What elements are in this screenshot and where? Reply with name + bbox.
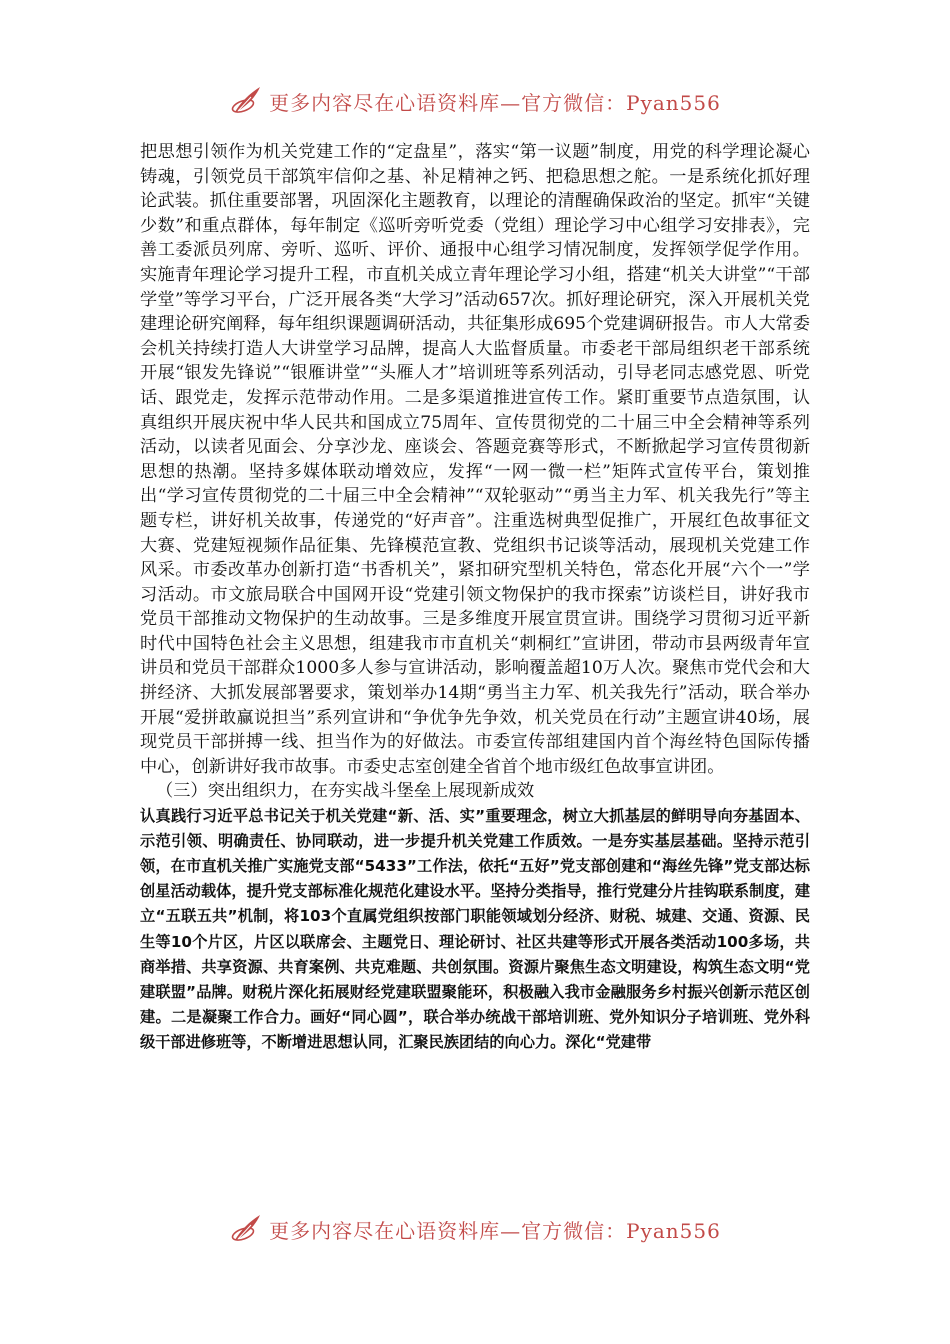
section-heading-organization: （三）突出组织力，在夯实战斗堡垒上展现新成效	[156, 781, 535, 802]
watermark-footer	[0, 1212, 950, 1252]
watermark-text: 更多内容尽在心语资料库—官方微信：Pyan556	[269, 1218, 721, 1243]
quill-pen-icon	[229, 84, 263, 118]
paragraph-ideological-guidance: 把思想引领作为机关党建工作的“定盘星”，落实“第一议题”制度，用党的科学理论凝心铸魂，引领党员干部筑牢信仰之基、补足精神之钙、把稳思想之舵。一是系统化抓好理论武装。抓住重要部署，巩固深化主题教育，以理论的清醒确保政治的坚定。抓牢“关键少数”和重点群体，每年制定《巡听旁听党委（党组）理论学习中心组学习安排表》，完善工委派员列席、旁听、巡听、评价、通报中心组学习情况制度，发挥领学促学作用。实施青年理论学习提升工程，市直机关成立青年理论学习小组，搭建“机关大讲堂”“干部学堂”等学习平台，广泛开展各类“大学习”活动657次。抓好理论研究，深入开展机关党建理论研究阐释，每年组织课题调研活动，共征集形成695个党建调研报告。市人大常委会机关持续打造人大讲堂学习品牌，提高人大监督质量。市委老干部局组织老干部系统开展“银发先锋说”“银雁讲堂”“头雁人才”培训班等系列活动，引导老同志感党恩、听党话、跟党走，发挥示范带动作用。二是多渠道推进宣传工作。紧盯重要节点造氛围，认真组织开展庆祝中华人民共和国成立75周年、宣传贯彻党的二十届三中全会精神等系列活动，以读者见面会、分享沙龙、座谈会、答题竞赛等形式，不断掀起学习宣传贯彻新思想的热潮。坚持多媒体联动增效应，发挥“一网一微一栏”矩阵式宣传平台，策划推出“学习宣传贯彻党的二十届三中全会精神”“双轮驱动”“勇当主力军、机关我先行”等主题专栏，讲好机关故事，传递党的“好声音”。注重选树典型促推广，开展红色故事征文大赛、党建短视频作品征集、先锋模范宣教、党组织书记谈等活动，展现机关党建工作风采。市委改革办创新打造“书香机关”，紧扣研究型机关特色，常态化开展“六个一”学习活动。市文旅局联合中国网开设“党建引领文物保护的我市探索”访谈栏目，讲好我市党员干部推动文物保护的生动故事。三是多维度开展宣贯宣讲。围绕学习贯彻习近平新时代中国特色社会主义思想，组建我市市直机关“刺桐红”宣讲团，带动市县两级青年宣讲员和党员干部群众1000多人参与宣讲活动，影响覆盖超10万人次。聚焦市党代会和大拼经济、大抓发展部署要求，策划举办14期“勇当主力军、机关我先行”活动，联合举办开展“爱拼敢赢说担当”系列宣讲和“争优争先争效，机关党员在行动”主题宣讲40场，展现党员干部拼搏一线、担当作为的好做法。市委宣传部组建国内首个海丝特色国际传播中心，创新讲好我市故事。市委史志室创建全省首个地市级红色故事宣讲团。	[140, 142, 810, 777]
watermark-inner	[229, 84, 721, 118]
paragraph-organizational-strength: 认真践行习近平总书记关于机关党建“新、活、实”重要理念，树立大抓基层的鲜明导向夯基固本、示范引领、明确责任、协同联动，进一步提升机关党建工作质效。一是夯实基层基础。坚持示范引领，在市直机关推广实施党支部“5433”工作法，依托“五好”党支部创建和“海丝先锋”党支部达标创星活动载体，提升党支部标准化规范化建设水平。坚持分类指导，推行党建分片挂钩联系制度，建立“五联五共”机制，将103个直属党组织按部门职能领域划分经济、财税、城建、交通、资源、民生等10个片区，片区以联席会、主题党日、理论研讨、社区共建等形式开展各类活动100多场，共商举措、共享资源、共育案例、共克难题、共创氛围。资源片聚焦生态文明建设，构筑生态文明“党建联盟”品牌。财税片深化拓展财经党建联盟聚能环，积极融入我市金融服务乡村振兴创新示范区创建。二是凝聚工作合力。画好“同心圆”，联合举办统战干部培训班、党外知识分子培训班、党外科级干部进修班等，不断增进思想认同，汇聚民族团结的向心力。深化“党建带	[140, 807, 810, 1051]
watermark-text: 更多内容尽在心语资料库—官方微信：Pyan556	[269, 90, 721, 115]
document-body	[140, 140, 810, 1055]
quill-pen-icon	[229, 1212, 263, 1246]
watermark-header	[0, 84, 950, 124]
watermark-inner	[229, 1212, 721, 1246]
